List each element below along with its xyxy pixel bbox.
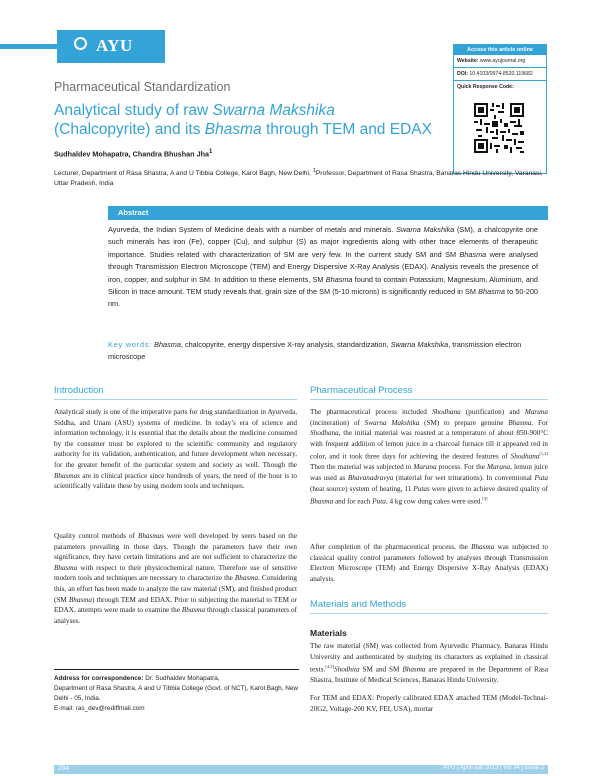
section-kicker: Pharmaceutical Standardization (54, 80, 231, 94)
introduction-rule (54, 399, 297, 400)
doi-link[interactable]: 10.4103/0974-8520.119682 (469, 71, 533, 77)
introduction-paragraph-2: Quality control methods of Bhasmas were well developed by seers based on the parameters prevailing in those days. Though the parameters have their own significance, they have certain limitations and are not sufficient to characterize the Bhasma with respect to their physicochemical nature. Therefore use of sensitive modern tools and techniques are necessary to characterize the Bhasma. Considering this, an effort has been made to analyze the raw material (SM), and finished product (SM Bhasma) through TEM and EDAX. Prior to subjecting the material to TEM or EDAX, attempts were made to examine the Bhasma through classical parameters of analyses. (54, 532, 298, 625)
access-online-box (453, 44, 547, 174)
page-number: 204 (58, 765, 69, 772)
materials-methods-heading: Materials and Methods (310, 599, 407, 610)
website-label: Website: (457, 58, 479, 64)
access-box-header: Access this article online (454, 45, 546, 55)
pharmaceutical-process-rule (310, 399, 548, 400)
materials-paragraph-2: For TEM and EDAX: Properly calibrated EDAX attached TEM (Model-Technai-20G2, Voltage-200 KV, FEI, USA), mortar (310, 694, 548, 713)
abstract-heading: Abstract (108, 206, 548, 220)
introduction-heading: Introduction (54, 385, 104, 396)
affiliation: Lecturer, Department of Rasa Shastra, A and U Tibbia College, Karol Bagh, New Delhi, $^1$Professor, Department of Rasa Shastra, Banaras Hindu University, Varanasi, Uttar Pradesh, India (54, 168, 543, 188)
materials-subheading: Materials (310, 628, 347, 638)
doi-label: DOI: (457, 71, 468, 77)
website-row (454, 55, 546, 68)
doi-row (454, 68, 546, 81)
article-title: Analytical study of raw Swarna Makshika (Chalcopyrite) and its Bhasma through TEM and EDAX (54, 102, 432, 138)
authors: Sudhaldev Mohapatra, Chandra Bhushan Jha$^1$ (54, 149, 213, 159)
materials-methods-rule (310, 613, 548, 614)
correspondence-address: Address for correspondence: Dr. Sudhaldev Mohapatra, Department of Rasa Shastra, A and U Tibbia College (Govt. of NCT), Karol Bagh, New Delhi - 05, India. E-mail: ras_dev@rediffmail.com (54, 669, 299, 714)
qr-label: Quick Response Code: (457, 84, 514, 90)
abstract-text: Ayurveda, the Indian System of Medicine deals with a number of metals and minerals. Swarna Makshika (SM), a chalcopyrite one such minerals has iron (Fe), copper (Cu), and sulphur (S) as major ingredients along with other trace elements of therapeutic importance. Studies related with characterization of SM are very few. In the current study SM and SM Bhasma were analysed through Transmission Electron Microscope (TEM) and Energy Dispersive X-Ray Analysis (EDAX). Analysis reveals the presence of iron, copper, and sulphur in SM. In addition to these elements, SM Bhasma found to contain Potassium, Magnesium, Aluminum, and Silicon in trace amount. TEM study reveals that, grain size of the SM (5-10 microns) is significantly reduced in SM Bhasma to 50-200 nm. (108, 225, 538, 309)
pharmaceutical-process-heading: Pharmaceutical Process (310, 385, 413, 396)
qr-code-icon[interactable] (474, 103, 524, 153)
correspondence-label: Address for correspondence: (54, 675, 144, 682)
journal-name: AYU (96, 36, 133, 55)
footer-citation: AYU | April-Jun 2013 | Vol 34 | Issue 2 (443, 765, 544, 771)
materials-paragraph-1: The raw material (SM) was collected from Ayurvedic Pharmacy, Banaras Hindu University and authenticated by studying its characters as explained in classical texts.[4,5]Shodhita SM and SM Bhasma are prepared in the Department of Rasa Shastra, Institute of Medical Sciences, Banaras Hindu University. (310, 642, 549, 685)
website-link[interactable]: www.ayujournal.org (479, 58, 526, 64)
keywords-label: Key words: (108, 340, 153, 349)
correspondence-email[interactable]: E-mail: ras_dev@rediffmail.com (54, 705, 145, 712)
pharmaceutical-process-paragraph-2: After completion of the pharmaceutical process, the Bhasma was subjected to classical quality control parameters followed by analyses through Transmission Electron Microscope (TEM) and Energy Dispersive X-Ray Analysis (EDAX) analysis. (310, 543, 548, 583)
pharmaceutical-process-paragraph-1: The pharmaceutical process included Shodhana (purification) and Marana (incineration) of Swarna Makshika (SM) to prepare genuine Bhasma. For Shodhana, the initial material was roasted at a temperature of about 850-900°C with frequent addition of lemon juice in a charcoal furnace till it appeared red in color, and it took three days for achieving the desired features of Shodhana[1,2] Then the material was subjected to Marana process. For the Marana, lemon juice was used as Bhavanadravya (material for wet triturations). In conventional Puta (heat source) system of heating, 11 Putas were given to achieve desired quality of Bhasma and for each Puta, 4 kg cow dung cakes were used.[3] (310, 408, 549, 506)
introduction-paragraph-1: Analytical study is one of the imperative parts for drug standardization in Ayurveda, Siddha, and Unani (ASU) systems of medicine. In today’s era of science and information technology, it is essential that the details about the medicine consumed by the consumer must be explored to the scientific community and regulatory authority for its validation, authentication, and future development when necessary, for the greater benefit of the particular system and society as well. Though the Bhasmas are in clinical practice since hundreds of years, the need of the hour is to scientifically validate these by using modern tools and techniques. (54, 408, 297, 491)
journal-logo-icon (74, 37, 87, 50)
keywords: Key words: Bhasma, chalcopyrite, energy dispersive X-ray analysis, standardization, Swarna Makshika, transmission electron microscope (108, 340, 522, 361)
